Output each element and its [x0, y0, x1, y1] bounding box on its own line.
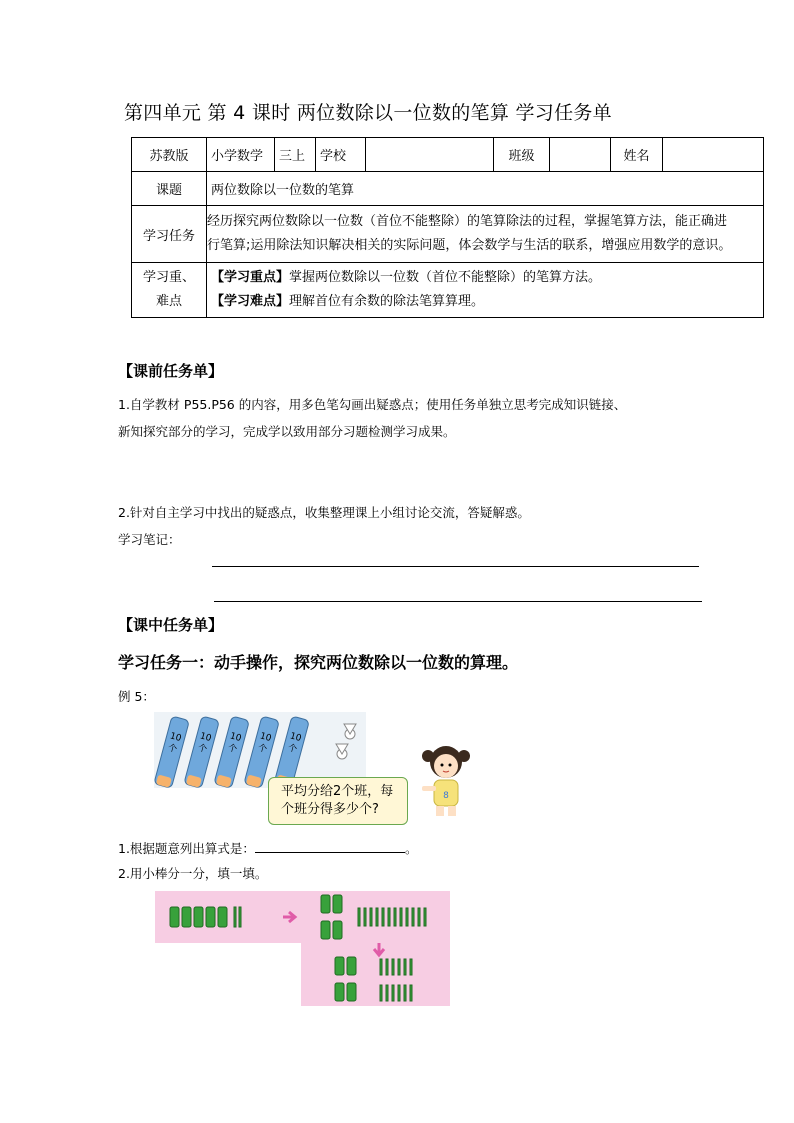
keypoint-label [132, 263, 207, 318]
loose-shuttlecock-2 [336, 744, 348, 759]
in-class-header: 【课中任务单】 [118, 616, 224, 634]
speech-line-2: 个班分得多少个? [281, 802, 379, 817]
question-2: 2.用小棒分一分，填一填。 [118, 866, 268, 881]
example-label: 例 5： [118, 689, 155, 704]
topic-label: 课题 [132, 172, 207, 206]
pre-class-header: 【课前任务单】 [118, 362, 224, 380]
question-1-suffix: 。 [404, 841, 418, 856]
keypoint-value [207, 263, 764, 318]
diff-tag: 【学习难点】 [211, 294, 290, 309]
task-line-1: 经历探究两位数除以一位数（首位不能整除）的笔算除法的过程，掌握笔算方法，能正确进 [207, 214, 728, 229]
key-point-line [211, 266, 759, 290]
notes-line-1[interactable] [212, 566, 699, 567]
tube-label-bottom: 个 [196, 743, 209, 756]
key-text: 掌握两位数除以一位数（首位不能整除）的笔算方法。 [289, 270, 602, 285]
task-value [207, 206, 764, 263]
task-label: 学习任务 [132, 206, 207, 263]
speech-bubble [268, 777, 408, 825]
girl-illustration [418, 742, 474, 818]
pre-item-2: 2.针对自主学习中找出的疑惑点，收集整理课上小组讨论交流，答疑解惑。 [118, 505, 530, 520]
diff-text: 理解首位有余数的除法笔算算理。 [289, 294, 485, 309]
name-field[interactable] [663, 138, 764, 172]
school-field[interactable] [366, 138, 494, 172]
tube-label-bottom: 个 [256, 743, 269, 756]
question-1-prefix: 1.根据题意列出算式是： [118, 841, 255, 856]
tube-label-top: 10 [288, 731, 303, 744]
tube-label-top: 10 [198, 731, 213, 744]
svg-text:8: 8 [443, 791, 449, 801]
pre-item-1-line-1: 1.自学教材 P55.P56 的内容，用多色笔勾画出疑惑点；使用任务单独立思考完成知识链接、 [118, 397, 627, 412]
difficulty-line [211, 290, 759, 314]
info-table [131, 137, 764, 318]
question-1 [118, 837, 417, 861]
task-line-2: 行笔算;运用除法知识解决相关的实际问题，体会数学与生活的联系，增强应用数学的意识。 [207, 238, 732, 253]
subject-cell: 小学数学 [207, 138, 275, 172]
name-label: 姓名 [611, 138, 663, 172]
tube-label-top: 10 [258, 731, 273, 744]
task-1-title: 学习任务一：动手操作，探究两位数除以一位数的算理。 [118, 653, 519, 672]
sticks-division-illustration [155, 891, 450, 1006]
tube-label-top: 10 [228, 731, 243, 744]
keypoint-label-line-2: 难点 [155, 294, 182, 309]
topic-value: 两位数除以一位数的笔算 [207, 172, 764, 206]
keypoint-label-line-1: 学习重、 [142, 270, 195, 285]
question-1-answer-blank[interactable] [255, 838, 405, 853]
key-tag: 【学习重点】 [211, 270, 290, 285]
edition-cell: 苏教版 [132, 138, 207, 172]
speech-line-1: 平均分给2个班，每 [281, 784, 394, 799]
notes-label: 学习笔记： [118, 532, 181, 547]
page-title: 第四单元 第 4 课时 两位数除以一位数的笔算 学习任务单 [124, 102, 612, 124]
tube-label-bottom: 个 [286, 743, 299, 756]
tube-label-bottom: 个 [226, 743, 239, 756]
notes-line-2[interactable] [214, 601, 702, 602]
pre-item-1-line-2: 新知探究部分的学习，完成学以致用部分习题检测学习成果。 [118, 424, 456, 439]
tube-label-top: 10 [168, 731, 183, 744]
loose-shuttlecock-1 [344, 724, 356, 739]
class-label: 班级 [494, 138, 550, 172]
tube-label-bottom: 个 [166, 743, 179, 756]
school-label: 学校 [316, 138, 366, 172]
grade-cell: 三上 [275, 138, 316, 172]
class-field[interactable] [550, 138, 611, 172]
